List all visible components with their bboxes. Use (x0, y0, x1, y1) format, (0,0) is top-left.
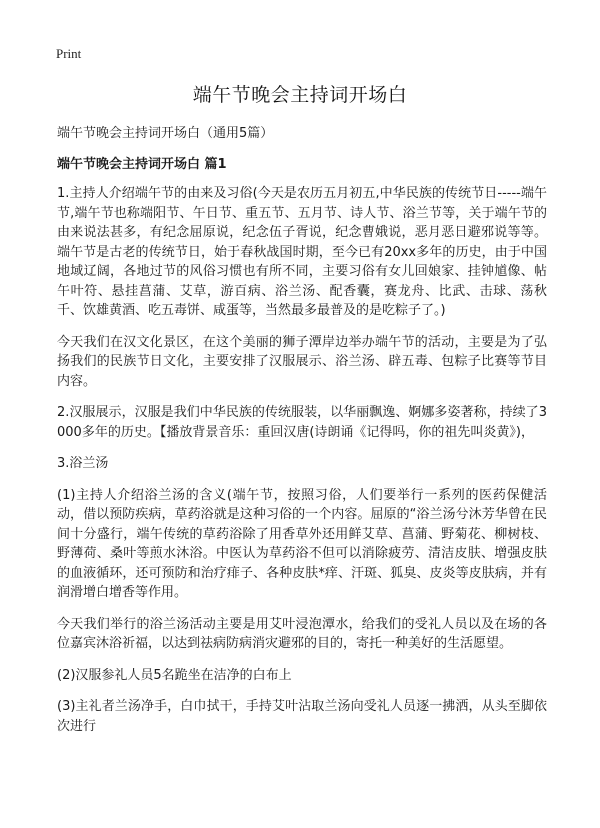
print-label: Print (56, 46, 82, 61)
paragraph-ceremony: (3)主礼者兰汤净手，白巾拭干，手持艾叶沾取兰汤向受礼人员逐一拂洒，从头至脚依次进行 (57, 699, 547, 734)
paragraph-hanfu-show: 2.汉服展示，汉服是我们中华民族的传统服装，以华丽飘逸、婀娜多姿著称，持续了3000多年的历史。【播放背景音乐：重回汉唐(诗朗诵《记得吗，你的祖先叫炎黄》)， (57, 405, 547, 440)
paragraph-lan-bath-meaning: (1)主持人介绍浴兰汤的含义(端午节，按照习俗，人们要举行一系列的医药保健活动，借以预防疾病，草药浴就是这种习俗的一个内容。屈原的“浴兰汤兮沐芳华曾在民间十分盛行，端午传统的草药浴除了用香草外还用鲜艾草、菖蒲、野菊花、柳树枝、野薄荷、桑叶等煎水沐浴。中医认为草药浴不但可以消除疲劳、清洁皮肤、增强皮肤的血液循环，还可预防和治疗痱子、各种皮肤*痒、汗斑、狐臭、皮炎等皮肤病，并有润滑增白增香等作用。 (57, 487, 547, 600)
paragraph-lan-bath-heading: 3.浴兰汤 (57, 456, 109, 471)
paragraph-origin-customs: 1.主持人介绍端午节的由来及习俗(今天是农历五月初五,中华民族的传统节日-----端午节,端午节也称端阳节、午日节、重五节、五月节、诗人节、浴兰节等，关于端午节的由来说法甚多，有纪念屈原说，纪念伍子胥说，纪念曹娥说，恶月恶日避邪说等等。端午节是古老的传统节日，始于春秋战国时期，至今已有20xx多年的历史，由于中国地域辽阔，各地过节的风俗习惯也有所不同，主要习俗有女儿回娘家、挂钟馗像、帖午叶符、悬挂菖蒲、艾草，游百病、浴兰汤、配香囊，赛龙舟、比武、击球、荡秋千、饮雄黄酒、吃五毒饼、咸蛋等，当然最多最普及的是吃粽子了。) (57, 186, 547, 318)
paragraph-lan-bath-activity: 今天我们举行的浴兰汤活动主要是用艾叶浸泡潭水，给我们的受礼人员以及在场的各位嘉宾沐浴祈福，以达到祛病防病消灾避邪的目的，寄托一种美好的生活愿望。 (57, 616, 547, 651)
page-title: 端午节晚会主持词开场白 (192, 84, 408, 106)
document-body (57, 124, 547, 748)
document-subtitle: 端午节晚会主持词开场白（通用5篇） (57, 126, 274, 141)
paragraph-participants: (2)汉服参礼人员5名跪坐在洁净的白布上 (57, 667, 292, 683)
paragraph-event-intro: 今天我们在汉文化景区，在这个美丽的狮子潭岸边举办端午节的活动，主要是为了弘扬我们的民族节日文化，主要安排了汉服展示、浴兰汤、辟五毒、包粽子比赛等节目内容。 (57, 334, 547, 389)
section-heading: 端午节晚会主持词开场白 篇1 (57, 157, 227, 172)
